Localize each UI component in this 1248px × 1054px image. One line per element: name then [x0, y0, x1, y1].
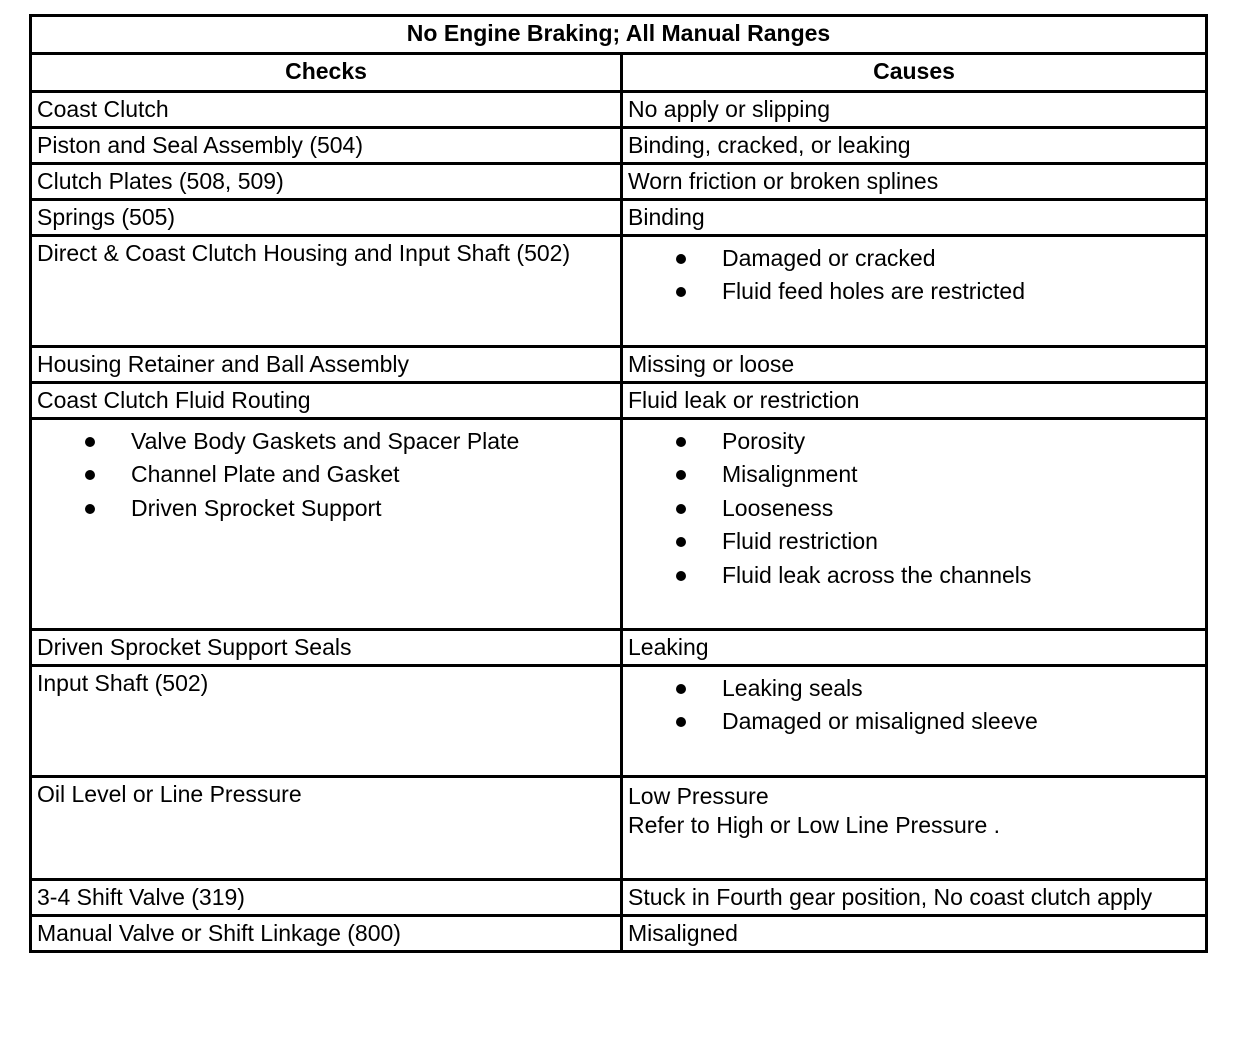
cause-cell: Misaligned [622, 916, 1207, 952]
table-row [31, 880, 1207, 916]
list-item: Channel Plate and Gasket [37, 458, 615, 491]
bullet-icon [676, 287, 686, 297]
check-cell: Clutch Plates (508, 509) [31, 164, 622, 200]
cause-bullet-list [628, 237, 1200, 309]
cause-cell [622, 777, 1207, 880]
bullet-icon [676, 537, 686, 547]
cause-cell [622, 236, 1207, 347]
cause-cell: No apply or slipping [622, 92, 1207, 128]
bullet-icon [85, 470, 95, 480]
check-cell: Springs (505) [31, 200, 622, 236]
bullet-icon [676, 254, 686, 264]
check-bullet-list [37, 420, 615, 525]
cause-cell: Leaking [622, 630, 1207, 666]
table-row [31, 200, 1207, 236]
table-row [31, 236, 1207, 347]
table-row [31, 777, 1207, 880]
list-item: Looseness [628, 492, 1200, 525]
bullet-icon [85, 437, 95, 447]
list-item: Valve Body Gaskets and Spacer Plate [37, 425, 615, 458]
list-item: Misalignment [628, 458, 1200, 491]
check-cell: Direct & Coast Clutch Housing and Input Shaft (502) [31, 236, 622, 347]
cause-cell [622, 666, 1207, 777]
check-cell: Coast Clutch [31, 92, 622, 128]
check-cell: Manual Valve or Shift Linkage (800) [31, 916, 622, 952]
check-cell: Input Shaft (502) [31, 666, 622, 777]
cause-cell: Missing or loose [622, 347, 1207, 383]
cause-line: Low Pressure [628, 783, 769, 809]
bullet-icon [676, 437, 686, 447]
check-cell: Coast Clutch Fluid Routing [31, 383, 622, 419]
cause-line: Refer to High or Low Line Pressure . [628, 812, 1001, 838]
list-item: Fluid feed holes are restricted [628, 275, 1200, 308]
cause-bullet-list [628, 667, 1200, 739]
check-cell: 3-4 Shift Valve (319) [31, 880, 622, 916]
table-row [31, 666, 1207, 777]
bullet-icon [676, 684, 686, 694]
cause-cell: Worn friction or broken splines [622, 164, 1207, 200]
bullet-icon [676, 504, 686, 514]
table-row [31, 128, 1207, 164]
table-row [31, 164, 1207, 200]
check-cell: Piston and Seal Assembly (504) [31, 128, 622, 164]
cause-cell: Binding, cracked, or leaking [622, 128, 1207, 164]
bullet-icon [676, 717, 686, 727]
table-row [31, 419, 1207, 630]
cause-cell [622, 419, 1207, 630]
cause-cell: Binding [622, 200, 1207, 236]
cause-bullet-list [628, 420, 1200, 592]
list-item: Driven Sprocket Support [37, 492, 615, 525]
table-row [31, 383, 1207, 419]
table-row [31, 630, 1207, 666]
cause-cell: Fluid leak or restriction [622, 383, 1207, 419]
check-cell [31, 419, 622, 630]
bullet-icon [676, 470, 686, 480]
diagnosis-table [29, 14, 1208, 953]
list-item: Fluid restriction [628, 525, 1200, 558]
list-item: Leaking seals [628, 672, 1200, 705]
column-header-checks: Checks [31, 54, 622, 92]
cause-cell: Stuck in Fourth gear position, No coast clutch apply [622, 880, 1207, 916]
table-row [31, 92, 1207, 128]
list-item: Damaged or cracked [628, 242, 1200, 275]
bullet-icon [85, 504, 95, 514]
bullet-icon [676, 571, 686, 581]
column-header-causes: Causes [622, 54, 1207, 92]
table-row [31, 347, 1207, 383]
list-item: Porosity [628, 425, 1200, 458]
check-cell: Driven Sprocket Support Seals [31, 630, 622, 666]
list-item: Fluid leak across the channels [628, 559, 1200, 592]
check-cell: Oil Level or Line Pressure [31, 777, 622, 880]
table-title: No Engine Braking; All Manual Ranges [31, 16, 1207, 54]
list-item: Damaged or misaligned sleeve [628, 705, 1200, 738]
table-row [31, 916, 1207, 952]
check-cell: Housing Retainer and Ball Assembly [31, 347, 622, 383]
